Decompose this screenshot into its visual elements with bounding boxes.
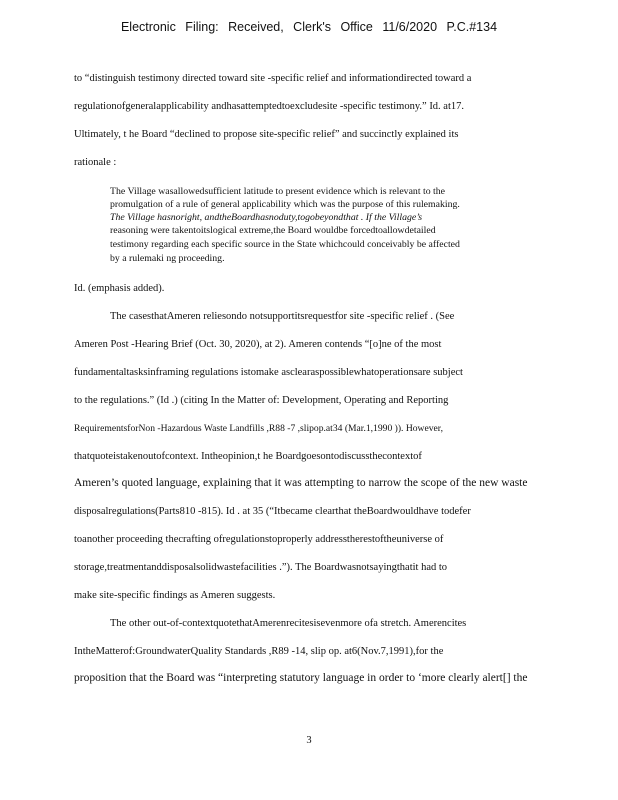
text-line: proposition that the Board was “interpreting statutory language in order to ‘more clearly alert[] the xyxy=(74,672,528,684)
citation-line: Id. (emphasis added). xyxy=(74,283,165,294)
text-line: to the regulations.” (Id .) (citing In the Matter of: Development, Operating and Reporting xyxy=(74,395,449,406)
efiling-header: Electronic Filing: Received, Clerk's Office 11/6/2020 P.C.#134 xyxy=(120,20,498,34)
block-quote-line: promulgation of a rule of general applicability which was the purpose of this rulemaking. xyxy=(110,199,460,210)
page-number: 3 xyxy=(306,735,312,746)
text-line: toanother proceeding thecrafting ofregulationstoproperly addresstherestoftheuniverse of xyxy=(74,534,444,545)
text-line: storage,treatmentanddisposalsolidwastefacilities .”). The Boardwasnotsayingthatit had to xyxy=(74,562,448,573)
text-line: Ameren’s quoted language, explaining that it was attempting to narrow the scope of the new waste xyxy=(74,477,528,489)
block-quote-line: testimony regarding each specific source in the State whichcould conceivably be affected xyxy=(110,239,460,250)
text-line: to “distinguish testimony directed toward site -specific relief and informationdirected toward a xyxy=(74,73,472,84)
text-line: The other out-of-contextquotethatAmerenrecitesisevenmore ofa stretch. Amerencites xyxy=(110,618,467,629)
text-line: The casesthatAmeren reliesondo notsupportitsrequestfor site -specific relief . (See xyxy=(110,311,455,322)
block-quote-line: by a rulemaki ng proceeding. xyxy=(110,253,225,264)
text-line: rationale : xyxy=(74,157,117,168)
text-line: Ultimately, t he Board “declined to propose site-specific relief” and succinctly explained its xyxy=(74,129,459,140)
text-line: make site-specific findings as Ameren suggests. xyxy=(74,590,276,601)
text-line: fundamentaltasksinframing regulations istomake asclearaspossiblewhatoperationsare subject xyxy=(74,367,463,378)
text-line: IntheMatterof:GroundwaterQuality Standards ,R89 -14, slip op. at6(Nov.7,1991),for the xyxy=(74,646,444,657)
text-line: Ameren Post -Hearing Brief (Oct. 30, 2020), at 2). Ameren contends “[o]ne of the most xyxy=(74,339,442,350)
block-quote-line: The Village hasnoright, andtheBoardhasnoduty,togobeyondthat . If the Village’s xyxy=(110,212,423,223)
block-quote-line: reasoning were takentoitslogical extreme,the Board wouldbe forcedtoallowdetailed xyxy=(110,225,436,236)
block-quote-line: The Village wasallowedsufficient latitude to present evidence which is relevant to the xyxy=(110,186,446,197)
text-line: regulationofgeneralapplicability andhasattemptedtoexcludesite -specific testimony.” Id. at17. xyxy=(74,101,465,112)
text-line: disposalregulations(Parts810 -815). Id . at 35 (“Itbecame clearthat theBoardwouldhave todefer xyxy=(74,506,471,517)
text-line: RequirementsforNon -Hazardous Waste Landfills ,R88 -7 ,slipop.at34 (Mar.1,1990 )). However, xyxy=(74,423,444,434)
text-line: thatquoteistakenoutofcontext. Intheopinion,t he Boardgoesontodiscussthecontextof xyxy=(74,451,422,462)
